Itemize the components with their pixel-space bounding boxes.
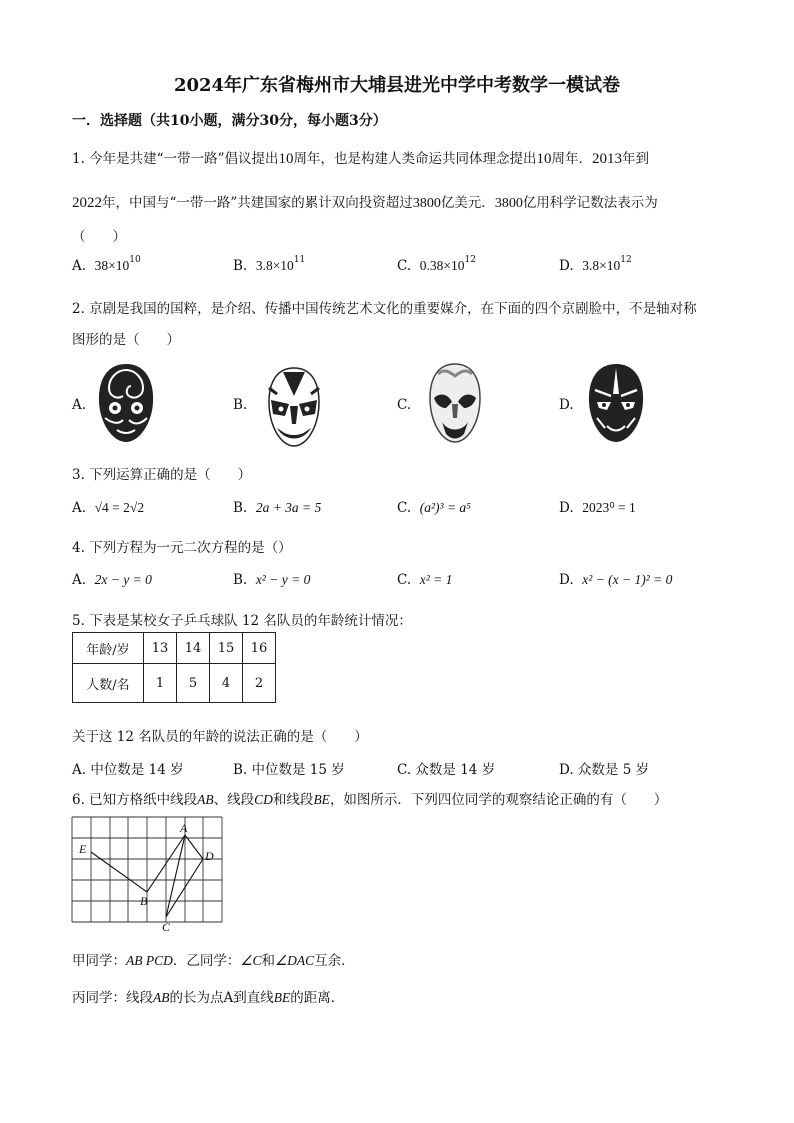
option-exp: 10 <box>129 255 141 265</box>
option-value: x² − (x − 1)² = 0 <box>582 572 673 587</box>
q2-option-b[interactable]: B. <box>233 397 248 413</box>
point-label-e: E <box>79 842 87 856</box>
table-row <box>73 664 276 703</box>
table-cell: 15 <box>210 633 243 664</box>
q2-option-d[interactable]: D. <box>559 397 574 413</box>
q1-paren: （ ） <box>72 229 126 245</box>
q2-option-c[interactable]: C. <box>397 397 412 413</box>
q6-math: ∠DAC <box>274 953 315 968</box>
option-exp: 12 <box>464 255 476 265</box>
q3-option-b[interactable] <box>233 500 321 516</box>
q1-num: 2013 <box>591 151 622 167</box>
table-cell: 4 <box>210 664 243 703</box>
option-value: √4 = 2√2 <box>94 500 145 515</box>
q6-jia-yi <box>72 949 355 969</box>
q6-math: BE <box>313 792 330 807</box>
q1-line2 <box>72 191 658 212</box>
q2-option-a[interactable]: A. <box>72 397 87 413</box>
q5-option-a[interactable]: A. 中位数是 14 岁 <box>72 762 184 778</box>
q6-text: ．乙同学： <box>172 953 241 969</box>
q6-math: CD <box>254 792 273 807</box>
option-label: D. <box>559 500 574 516</box>
q3-option-d[interactable] <box>559 500 636 516</box>
q1-option-d[interactable] <box>559 255 632 274</box>
q6-text: 的距离． <box>290 990 345 1006</box>
q6-text: 互余． <box>314 953 355 969</box>
q1-text: 亿用科学记数法表示为 <box>522 195 658 211</box>
q6-text: 6. 已知方格纸中线段 <box>72 792 198 808</box>
point-label-b: B <box>140 894 148 908</box>
opera-mask-a <box>95 362 157 444</box>
q6-bing <box>72 986 344 1006</box>
option-value: x² − y = 0 <box>255 572 311 587</box>
q4-option-d[interactable] <box>559 572 672 588</box>
option-label: D. <box>559 572 574 588</box>
option-label: C. <box>397 500 412 516</box>
q6-text: ，如图所示．下列四位同学的观察结论正确的有（ ） <box>329 792 668 808</box>
option-exp: 11 <box>293 255 306 265</box>
option-label: B. <box>233 572 248 588</box>
q1-text: 周年，也是构建人类命运共同体理念提出 <box>293 151 537 167</box>
q6-text: 丙同学：线段 <box>72 990 153 1006</box>
opera-mask-b <box>263 366 325 448</box>
q1-line1 <box>72 147 649 168</box>
table-header: 人数/名 <box>73 664 144 703</box>
q5-question: 关于这 12 名队员的年龄的说法正确的是（ ） <box>72 729 368 745</box>
option-label: A. <box>72 258 87 274</box>
q6-text: 、线段 <box>213 792 255 808</box>
option-label: A. <box>72 500 87 516</box>
option-label: D. <box>559 258 574 274</box>
q5-stem: 5. 下表是某校女子乒乓球队 12 名队员的年龄统计情况： <box>72 613 412 629</box>
q6-math: AB <box>197 792 214 807</box>
option-value: 0.38×10 <box>419 258 465 273</box>
option-label: B. <box>233 500 248 516</box>
table-header: 年龄/岁 <box>73 633 144 664</box>
option-value: 3.8×10 <box>582 258 621 273</box>
table-cell: 14 <box>177 633 210 664</box>
q6-math: BE <box>273 990 291 1005</box>
q1-option-a[interactable] <box>72 255 141 274</box>
table-cell: 5 <box>177 664 210 703</box>
grid-figure <box>66 812 228 934</box>
page-title: 2024年广东省梅州市大埔县进光中学中考数学一模试卷 <box>173 75 621 96</box>
q1-num: 2022 <box>72 195 102 211</box>
option-value: 2a + 3a = 5 <box>255 500 322 515</box>
table-cell: 13 <box>144 633 177 664</box>
q6-text: 和线段 <box>272 792 314 808</box>
q6-text: 甲同学： <box>72 953 126 969</box>
q4-option-b[interactable] <box>233 572 310 588</box>
option-exp: 12 <box>620 255 632 265</box>
q2-line2: 图形的是（ ） <box>72 332 180 348</box>
table-cell: 2 <box>243 664 276 703</box>
q3-option-a[interactable] <box>72 500 144 516</box>
q5-option-b[interactable]: B. 中位数是 15 岁 <box>233 762 345 778</box>
option-label: C. <box>397 572 412 588</box>
q4-option-c[interactable] <box>397 572 452 588</box>
q1-num: 3800 <box>412 196 441 211</box>
option-value: x² = 1 <box>419 572 453 587</box>
q6-stem <box>72 788 667 808</box>
q1-option-b[interactable] <box>233 255 306 274</box>
q1-num: 3800 <box>494 196 523 211</box>
table-cell: 1 <box>144 664 177 703</box>
option-value: (a²)³ = a⁵ <box>419 500 471 515</box>
q6-math: AB <box>153 990 170 1005</box>
point-label-c: C <box>162 920 171 934</box>
q1-num: 10 <box>278 151 294 167</box>
option-label: A. <box>72 572 87 588</box>
q6-text: 的长为点A到直线 <box>169 990 274 1006</box>
q2-line1: 2. 京剧是我国的国粹，是介绍、传播中国传统艺术文化的重要媒介，在下面的四个京剧脸中，不是轴对称 <box>72 301 697 317</box>
q1-num: 10 <box>536 151 552 167</box>
age-table <box>72 632 276 703</box>
option-value: 38×10 <box>94 258 130 273</box>
option-label: B. <box>233 258 248 274</box>
option-value: 2023⁰ = 1 <box>582 500 636 515</box>
point-label-d: D <box>205 849 214 863</box>
point-label-a: A <box>180 821 188 835</box>
section-heading: 一．选择题（共10小题，满分30分，每小题3分） <box>72 113 387 129</box>
q1-text: 年，中国与“一带一路”共建国家的累计双向投资超过 <box>102 195 413 211</box>
q1-text: 周年． <box>551 151 592 167</box>
q3-option-c[interactable] <box>397 500 471 516</box>
opera-mask-d <box>585 362 647 444</box>
q1-text: 年到 <box>621 151 649 167</box>
table-cell: 16 <box>243 633 276 664</box>
q3-stem: 3. 下列运算正确的是（ ） <box>72 467 252 483</box>
opera-mask-c <box>424 362 486 444</box>
option-value: 2x − y = 0 <box>94 572 152 587</box>
option-label: C. <box>397 258 412 274</box>
q5-option-d[interactable]: D. 众数是 5 岁 <box>559 762 650 778</box>
q6-math: AB PCD <box>126 953 173 968</box>
q6-math: ∠C <box>240 953 262 968</box>
q1-text: 1. 今年是共建“一带一路”倡议提出 <box>72 151 279 167</box>
q5-option-c[interactable]: C. 众数是 14 岁 <box>397 762 496 778</box>
q1-text: 亿美元． <box>440 195 495 211</box>
q1-option-c[interactable] <box>397 255 476 274</box>
table-row <box>73 633 276 664</box>
option-value: 3.8×10 <box>255 258 294 273</box>
q4-option-a[interactable] <box>72 572 152 588</box>
q4-stem: 4. 下列方程为一元二次方程的是（） <box>72 540 292 556</box>
q6-text: 和 <box>261 953 275 969</box>
